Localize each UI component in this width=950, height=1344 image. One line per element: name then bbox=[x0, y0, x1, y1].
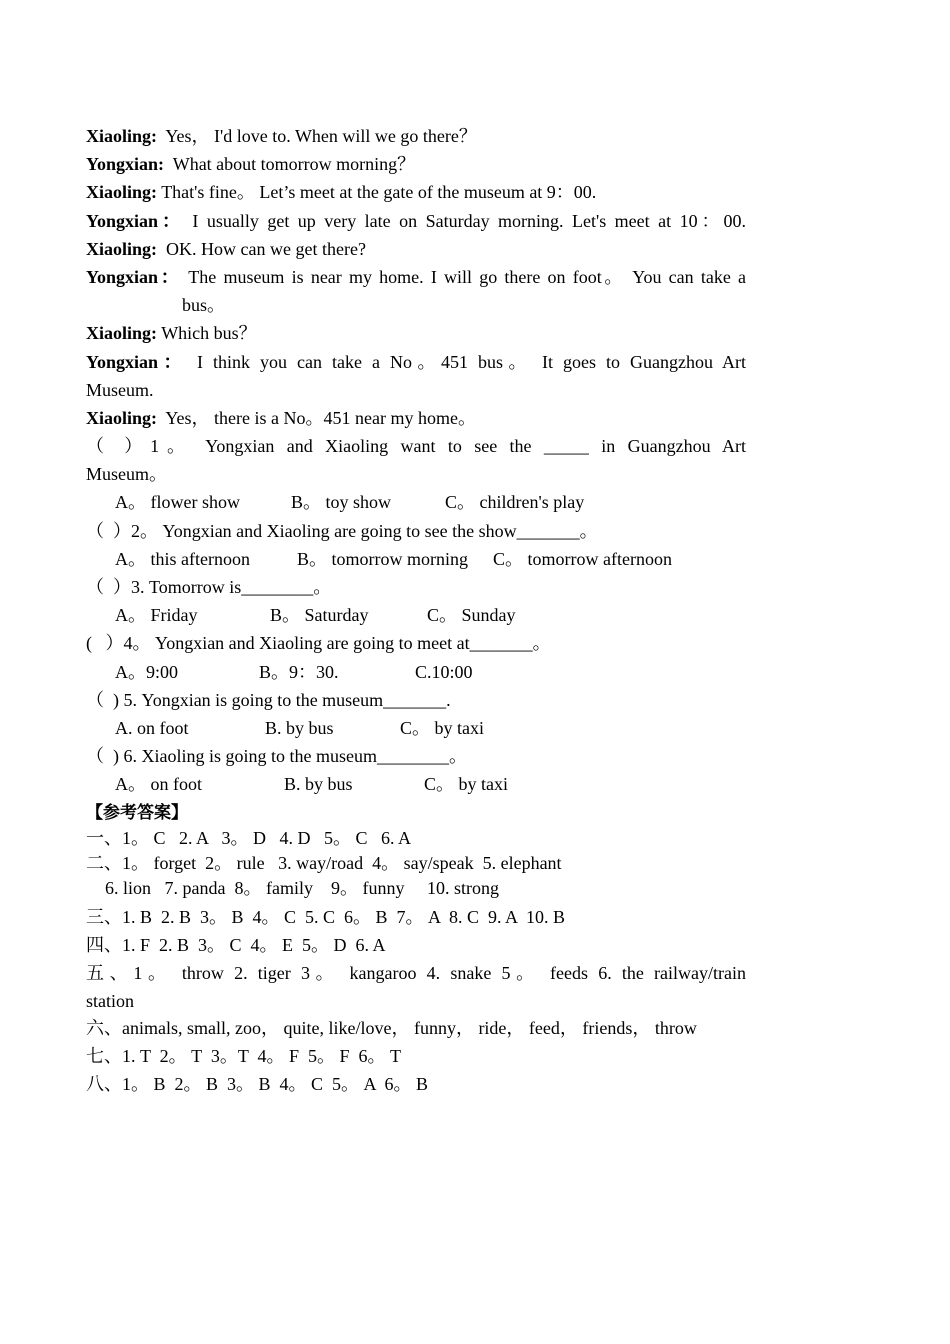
option-b: B。 toy show bbox=[291, 492, 392, 513]
utterance: I usually get up very late on Saturday morning. Let's meet at 10：00. bbox=[183, 210, 746, 231]
answer-line bbox=[86, 1071, 746, 1099]
dialogue-line-continuation bbox=[86, 291, 746, 319]
answer-section-number: 八、 bbox=[86, 1074, 122, 1095]
dialogue-line bbox=[86, 178, 746, 206]
dialogue-line bbox=[86, 348, 746, 376]
speaker: Xiaoling: bbox=[86, 407, 158, 428]
speaker: Yongxian： bbox=[86, 210, 184, 231]
dialogue-line bbox=[86, 122, 746, 150]
question-text: （ ）2。 Yongxian and Xiaoling are going to see the show_______。 bbox=[86, 520, 598, 541]
option-c: C。 by taxi bbox=[400, 717, 484, 738]
answer-section-number: 二、 bbox=[86, 853, 122, 874]
option-b: B。9：30. bbox=[259, 661, 339, 682]
answer-section-number: 一、 bbox=[86, 828, 122, 849]
question-options bbox=[86, 601, 746, 629]
utterance: Museum. bbox=[86, 379, 154, 400]
question-options bbox=[86, 545, 746, 573]
option-a: A。 flower show bbox=[115, 492, 240, 513]
question-text: Museum。 bbox=[86, 464, 167, 485]
dialogue-line bbox=[86, 235, 746, 263]
question-options bbox=[86, 488, 746, 516]
dialogue-line-continuation bbox=[86, 376, 746, 404]
question-stem bbox=[86, 517, 746, 545]
option-c: C。 tomorrow afternoon bbox=[493, 548, 672, 569]
option-c: C。 children's play bbox=[445, 492, 585, 513]
utterance: bus。 bbox=[182, 295, 226, 316]
dialogue-line bbox=[86, 150, 746, 178]
speaker: Xiaoling: bbox=[86, 238, 158, 259]
option-b: B. by bus bbox=[265, 717, 334, 738]
question-text: （ ）3. Tomorrow is________。 bbox=[86, 577, 332, 597]
answer-line-continuation bbox=[86, 876, 746, 904]
answer-line-continuation bbox=[86, 988, 746, 1016]
answer-line bbox=[86, 851, 746, 876]
answers-title: 【参考答案】 bbox=[86, 802, 188, 823]
answer-text: animals, small, zoo， quite, like/love， funny， ride， feed， friends， throw bbox=[122, 1018, 697, 1039]
dialogue-line bbox=[86, 404, 746, 432]
dialogue-line bbox=[86, 319, 746, 347]
answer-line bbox=[86, 1043, 746, 1071]
option-a: A。 this afternoon bbox=[115, 548, 250, 569]
answer-text: 1. B 2. B 3。 B 4。 C 5. C 6。 B 7。 A 8. C 9. A 10. B bbox=[122, 907, 566, 928]
dialogue-line bbox=[86, 263, 746, 291]
question-stem bbox=[86, 573, 746, 601]
question-stem-continuation bbox=[86, 460, 746, 488]
question-text: （ ) 5. Yongxian is going to the museum_______. bbox=[86, 689, 451, 710]
question-stem bbox=[86, 686, 746, 714]
answer-line bbox=[86, 960, 746, 988]
answer-text: 1。 throw 2. tiger 3。 kangaroo 4. snake 5。 feeds 6. the railway/train bbox=[133, 962, 747, 983]
answer-text: station bbox=[86, 990, 134, 1011]
speaker: Xiaoling: bbox=[86, 126, 158, 146]
option-c: C.10:00 bbox=[415, 661, 473, 682]
option-b: B. by bus bbox=[284, 774, 353, 795]
utterance: The museum is near my home. I will go there on foot。 You can take a bbox=[181, 266, 747, 287]
answer-text: 1。 C 2. A 3。 D 4. D 5。 C 6. A bbox=[122, 828, 412, 849]
answer-text: 1。 B 2。 B 3。 B 4。 C 5。 A 6。 B bbox=[122, 1074, 429, 1095]
answers-heading bbox=[86, 799, 746, 827]
utterance: Which bus？ bbox=[157, 323, 257, 344]
option-a: A. on foot bbox=[115, 717, 189, 738]
question-options bbox=[86, 770, 746, 798]
dialogue-line bbox=[86, 207, 746, 235]
answer-section-number: 七、 bbox=[86, 1046, 122, 1067]
speaker: Yongxian: bbox=[86, 154, 165, 175]
utterance: That's fine。 Let’s meet at the gate of the museum at 9：00. bbox=[157, 182, 597, 203]
utterance: Yes， I'd love to. When will we go there？ bbox=[157, 126, 477, 146]
answer-line bbox=[86, 932, 746, 960]
utterance: What about tomorrow morning？ bbox=[164, 154, 416, 175]
question-text: ( ）4。 Yongxian and Xiaoling are going to meet at_______。 bbox=[86, 633, 551, 654]
answer-section-number: 六、 bbox=[86, 1018, 122, 1039]
answer-text: 6. lion 7. panda 8。 family 9。 funny 10. strong bbox=[105, 878, 499, 899]
option-b: B。 tomorrow morning bbox=[297, 548, 468, 569]
answer-line bbox=[86, 904, 746, 932]
answer-text: 1. T 2。 T 3。T 4。 F 5。 F 6。 T bbox=[122, 1046, 402, 1067]
question-text: （ ）1。 Yongxian and Xiaoling want to see the _____ in Guangzhou Art bbox=[86, 436, 746, 457]
answer-text: 1。 forget 2。 rule 3. way/road 4。 say/speak 5. elephant bbox=[122, 853, 562, 874]
option-a: A。9:00 bbox=[115, 661, 178, 682]
answer-line bbox=[86, 826, 746, 851]
question-stem bbox=[86, 742, 746, 770]
question-stem bbox=[86, 629, 746, 657]
answer-section-number: 四、 bbox=[86, 935, 122, 956]
question-options bbox=[86, 714, 746, 742]
utterance: Yes， there is a No。451 near my home。 bbox=[157, 407, 476, 428]
speaker: Yongxian： bbox=[86, 351, 188, 372]
speaker: Yongxian： bbox=[86, 266, 182, 287]
option-a: A。 on foot bbox=[115, 774, 202, 795]
answer-text: 1. F 2. B 3。 C 4。 E 5。 D 6. A bbox=[122, 935, 386, 956]
utterance: OK. How can we get there? bbox=[157, 238, 366, 259]
option-c: C。 by taxi bbox=[424, 774, 508, 795]
option-c: C。 Sunday bbox=[427, 605, 516, 626]
question-options bbox=[86, 658, 746, 686]
answer-line bbox=[86, 1015, 746, 1043]
answer-section-number: 三、 bbox=[86, 907, 122, 928]
option-a: A。 Friday bbox=[115, 605, 198, 626]
utterance: I think you can take a No。451 bus。 It goes to Guangzhou Art bbox=[187, 351, 746, 372]
answer-section-number: 五、 bbox=[86, 962, 134, 983]
speaker: Xiaoling: bbox=[86, 323, 158, 344]
question-stem bbox=[86, 432, 746, 460]
question-text: （ ) 6. Xiaoling is going to the museum________。 bbox=[86, 746, 467, 767]
option-b: B。 Saturday bbox=[270, 605, 369, 626]
document-page bbox=[86, 122, 746, 1099]
speaker: Xiaoling: bbox=[86, 182, 158, 203]
